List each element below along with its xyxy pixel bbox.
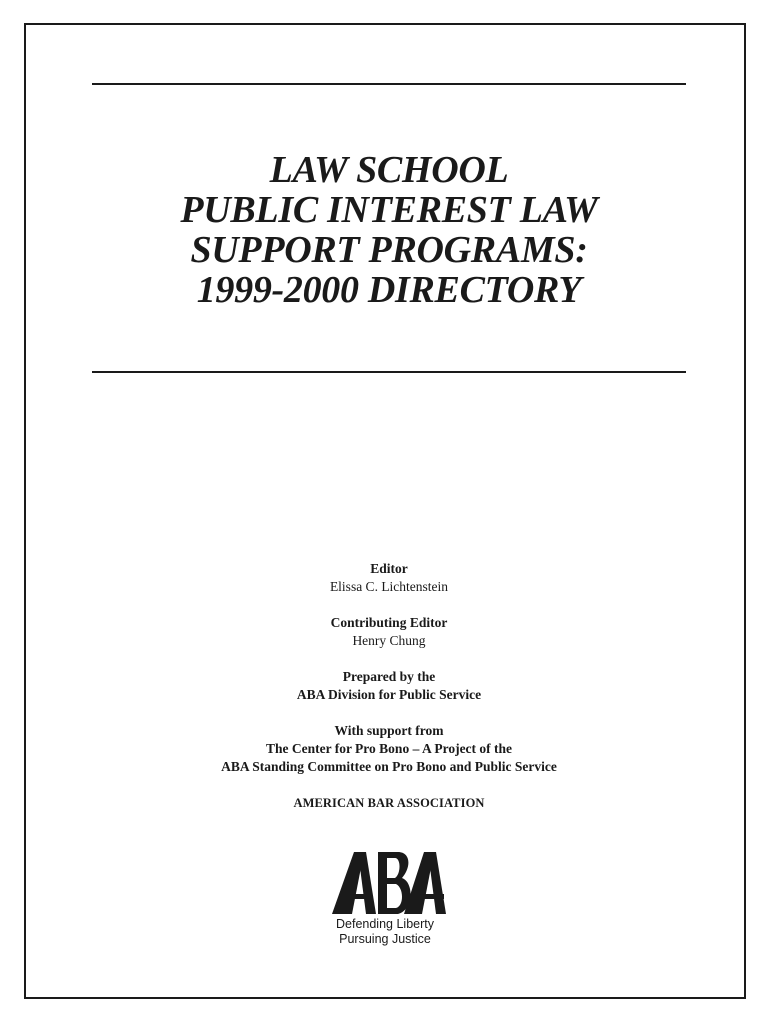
document-title: [92, 150, 686, 310]
title-line-3: SUPPORT PROGRAMS:: [190, 229, 588, 271]
top-rule: [92, 83, 686, 85]
logo-tagline: [300, 917, 470, 947]
editor-name: Elissa C. Lichtenstein: [329, 579, 449, 594]
prepared-by-group: [92, 668, 686, 704]
tagline-line-2: Pursuing Justice: [339, 932, 431, 946]
support-line-2: The Center for Pro Bono – A Project of the: [265, 741, 513, 756]
contributing-editor-group: [92, 614, 686, 650]
support-line-1: With support from: [334, 723, 444, 738]
title-line-4: 1999-2000 DIRECTORY: [196, 269, 582, 311]
publisher-group: [92, 794, 686, 812]
title-line-1: LAW SCHOOL: [269, 149, 509, 191]
editor-group: [92, 560, 686, 596]
contributing-editor-heading: Contributing Editor: [330, 615, 448, 630]
support-line-3: ABA Standing Committee on Pro Bono and Public Service: [221, 759, 557, 774]
prepared-by-line-2: ABA Division for Public Service: [296, 687, 482, 702]
title-line-2: PUBLIC INTEREST LAW: [180, 189, 598, 231]
publisher-name: AMERICAN BAR ASSOCIATION: [293, 796, 485, 810]
editor-heading: Editor: [370, 561, 408, 576]
tagline-line-1: Defending Liberty: [336, 917, 434, 931]
bottom-rule: [92, 371, 686, 373]
credits-block: [92, 560, 686, 830]
aba-logo-mark: [318, 850, 452, 916]
support-group: [92, 722, 686, 776]
contributing-editor-name: Henry Chung: [352, 633, 426, 648]
prepared-by-line-1: Prepared by the: [342, 669, 436, 684]
